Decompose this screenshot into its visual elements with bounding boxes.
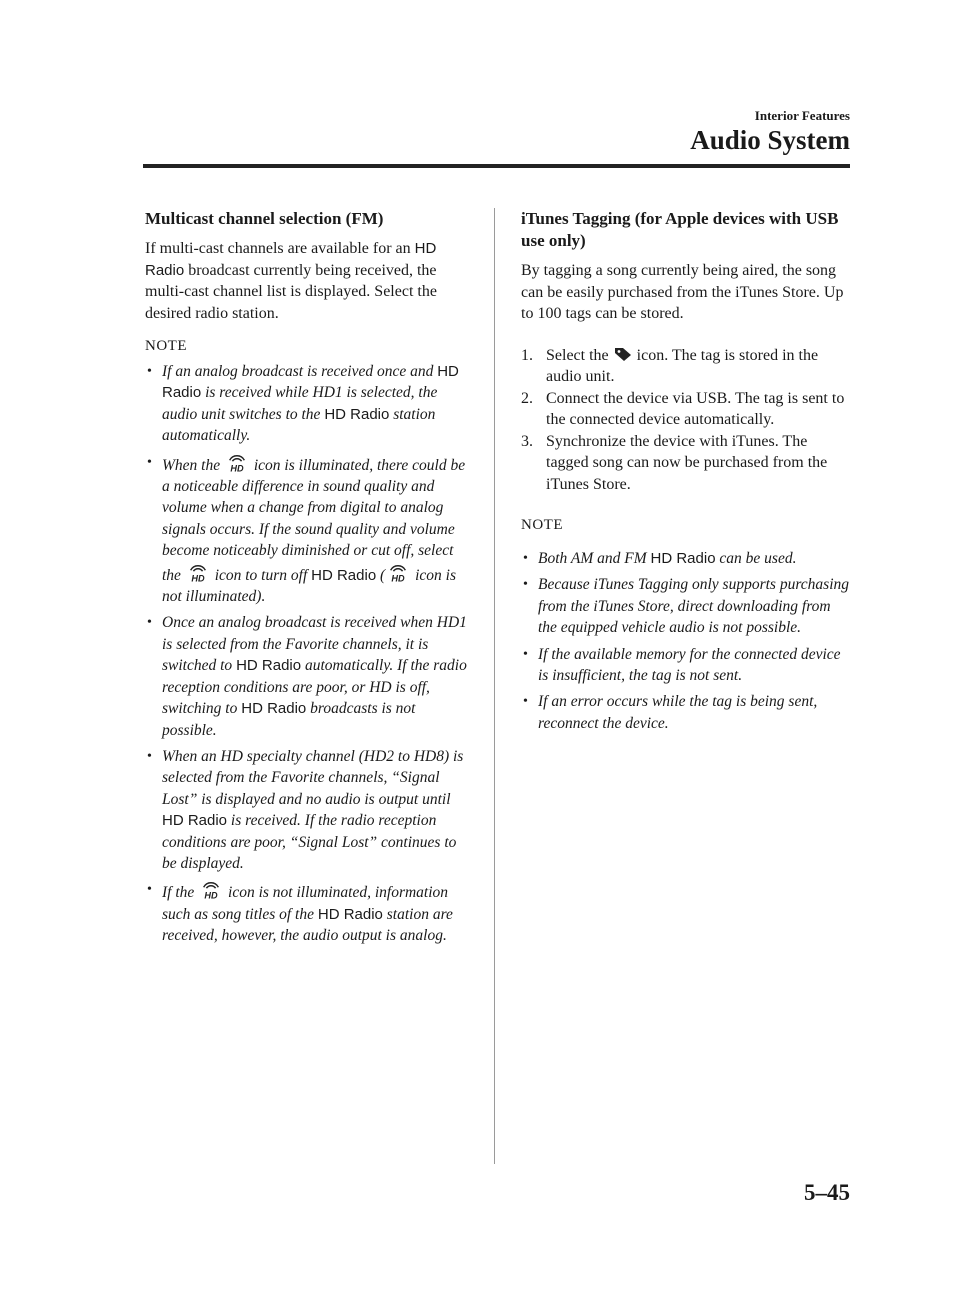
bullet: • <box>523 577 528 593</box>
note-title: NOTE <box>521 517 563 533</box>
itunes-intro: By tagging a song currently being aired, the song can be easily purchased from the iTunes Store. Up to 100 tags can be stored. <box>521 262 844 322</box>
column-divider <box>494 208 495 1164</box>
page-title: Audio System <box>690 125 850 155</box>
left-column <box>145 208 470 952</box>
hd-radio-icon <box>226 452 248 474</box>
bullet: • <box>147 882 152 898</box>
note-item: • If an analog broadcast is received once and HD Radio is received while HD1 is selected, the audio unit switches to the HD Radio station automatically. <box>147 363 459 445</box>
hd-radio-brand: HD Radio <box>162 812 228 830</box>
note-item: • When the icon is illuminated, there could be a noticeable difference in sound quality and volume when a change from digital to analog signals occurs. If the sound quality and volume become noticeably diminished or cut off, select the icon to turn off HD Radio ( icon is not illuminated). <box>145 452 470 608</box>
section-label: Interior Features <box>754 108 850 123</box>
hd-radio-brand: HD Radio <box>241 700 307 718</box>
bullet: • <box>147 364 152 379</box>
note-item: • Because iTunes Tagging only supports purchasing from the iTunes Store, direct downloading from the equipped vehicle audio is not possible. <box>523 576 850 637</box>
note-item: • When an HD specialty channel (HD2 to HD8) is selected from the Favorite channels, “Signal Lost” is displayed and no audio is output until HD Radio is received. If the radio reception conditions are poor, “Signal Lost” continues to be displayed. <box>147 747 464 872</box>
header-rule <box>143 164 850 168</box>
multicast-intro: If multi-cast channels are available for an HD Radio broadcast currently being received, the multi-cast channel list is displayed. Select the desired radio station. <box>145 240 437 322</box>
step-item: 3. Synchronize the device with iTunes. The tagged song can now be purchased from the iTunes Store. <box>521 432 828 493</box>
note-item: • Both AM and FM HD Radio can be used. <box>521 548 851 569</box>
hd-radio-brand: HD Radio <box>145 240 437 279</box>
note-item: • Once an analog broadcast is received when HD1 is selected from the Favorite channels, it is switched to HD Radio automatically. If the radio reception conditions are poor, or HD is off, switching to HD Radio broadcasts is not possible. <box>147 614 467 739</box>
hd-radio-brand: HD Radio <box>162 363 459 402</box>
itunes-tagging-heading: iTunes Tagging (for Apple devices with USB use only) <box>521 209 839 250</box>
hd-radio-brand: HD Radio <box>236 657 302 675</box>
note-item: • If the icon is not illuminated, information such as song titles of the HD Radio station are received, however, the audio output is analog. <box>145 879 470 946</box>
note-item: • If the available memory for the connected device is insufficient, the tag is not sent. <box>523 645 841 685</box>
multicast-heading: Multicast channel selection (FM) <box>145 209 384 228</box>
bullet: • <box>523 646 528 662</box>
bullet: • <box>147 748 152 764</box>
note-list <box>521 548 851 734</box>
step-item: 2. Connect the device via USB. The tag is sent to the connected device automatically. <box>521 389 845 428</box>
bullet: • <box>523 551 528 566</box>
note-title: NOTE <box>145 338 187 354</box>
note-list <box>145 361 470 947</box>
step-list <box>521 345 851 496</box>
hd-radio-icon <box>387 562 409 584</box>
tag-icon <box>614 346 632 362</box>
hd-radio-brand: HD Radio <box>317 905 383 923</box>
page-number: 5–45 <box>804 1180 850 1205</box>
step-item: 1. Select the icon. The tag is stored in the audio unit. <box>521 346 819 385</box>
hd-radio-brand: HD Radio <box>324 405 390 423</box>
hd-radio-icon <box>187 562 209 584</box>
hd-radio-icon <box>200 879 222 901</box>
hd-radio-brand: HD Radio <box>311 566 377 584</box>
bullet: • <box>523 694 528 710</box>
note-item: • If an error occurs while the tag is being sent, reconnect the device. <box>523 693 818 732</box>
bullet: • <box>147 454 152 470</box>
right-column <box>521 208 851 739</box>
bullet: • <box>147 615 152 631</box>
hd-radio-brand: HD Radio <box>650 550 716 567</box>
